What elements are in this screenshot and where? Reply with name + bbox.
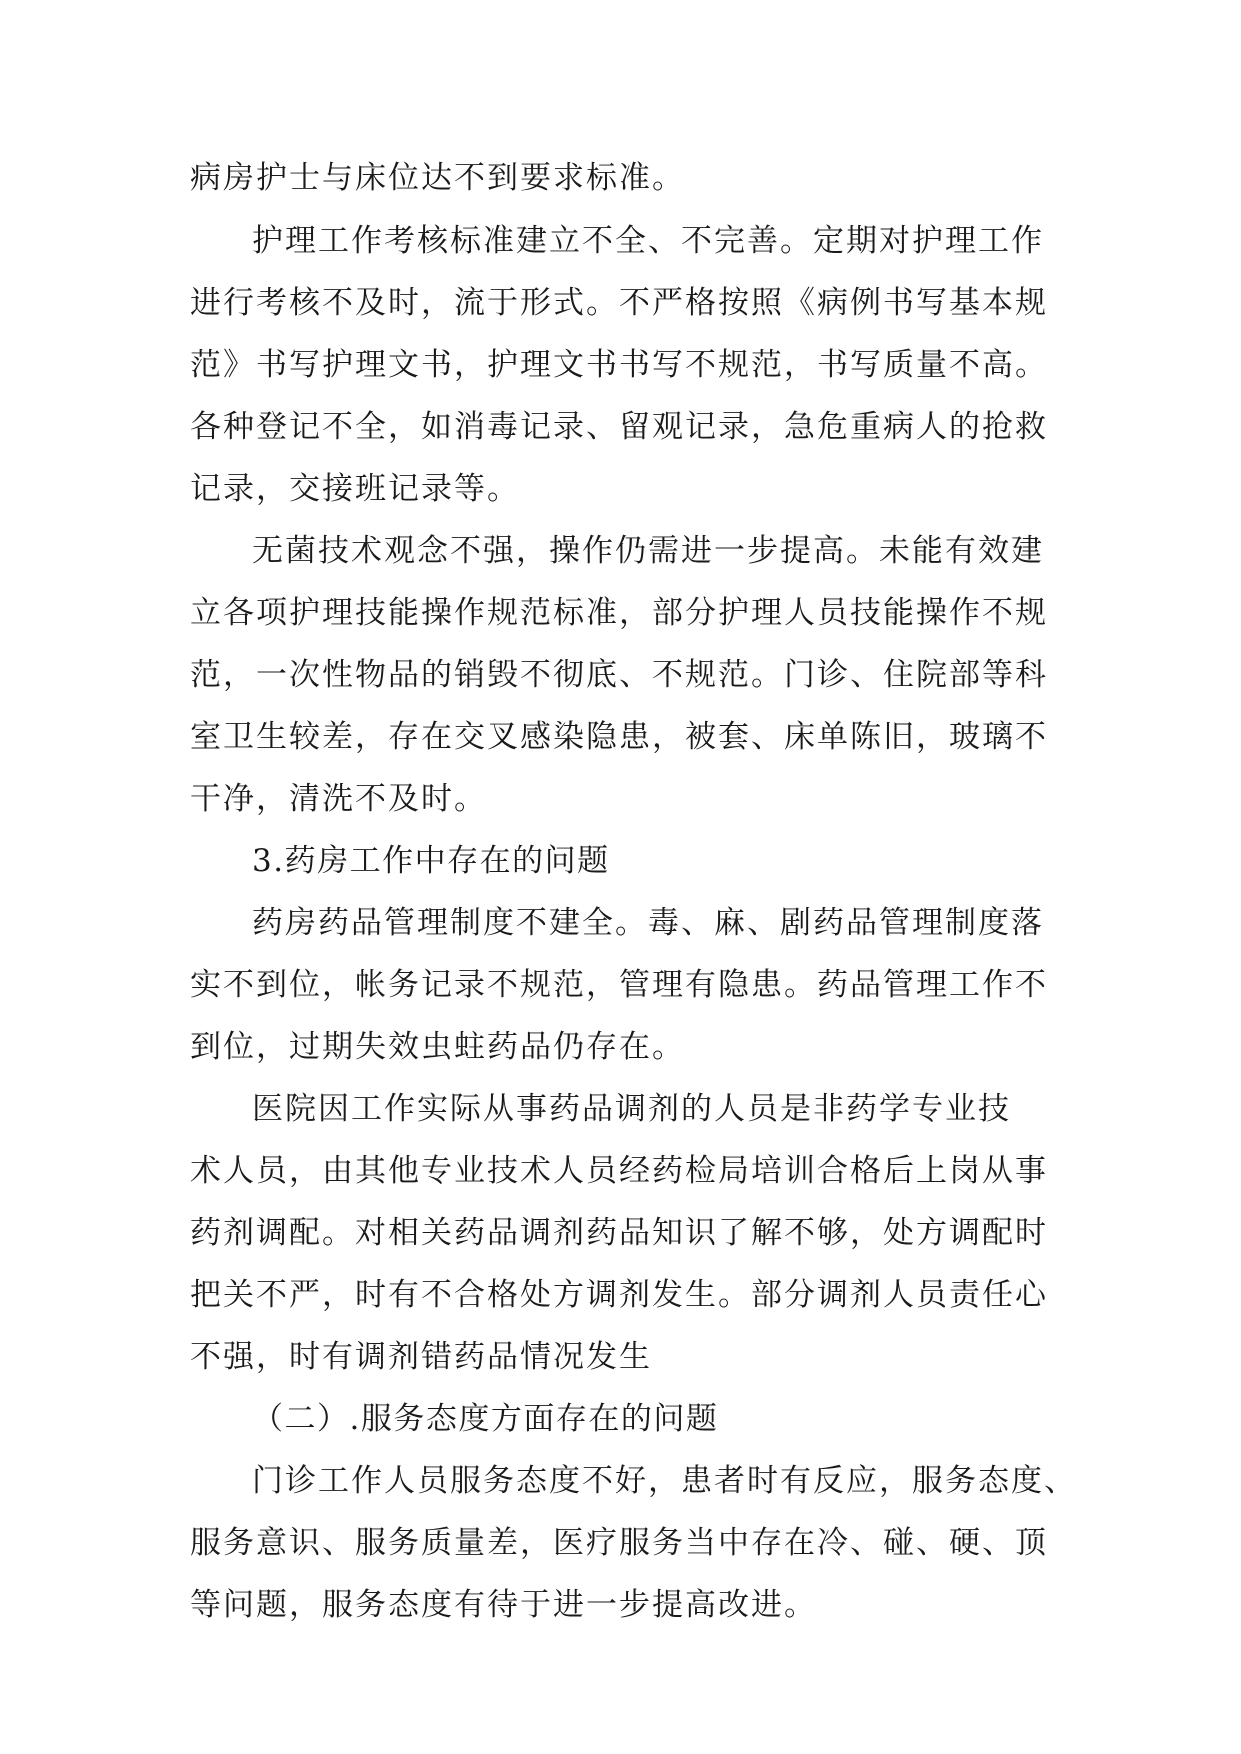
text-line: 立各项护理技能操作规范标准，部分护理人员技能操作不规 xyxy=(190,595,1048,631)
text-line: 进行考核不及时，流于形式。不严格按照《病例书写基本规 xyxy=(190,285,1048,321)
paragraph-first-line: 无菌技术观念不强，操作仍需进一步提高。未能有效建 xyxy=(252,533,1044,569)
text-line: 记录，交接班记录等。 xyxy=(190,471,520,507)
text-line: 实不到位，帐务记录不规范，管理有隐患。药品管理工作不 xyxy=(190,967,1048,1003)
text-line: 药剂调配。对相关药品调剂药品知识了解不够，处方调配时 xyxy=(190,1215,1048,1251)
paragraph-first-line: 药房药品管理制度不建全。毒、麻、剧药品管理制度落 xyxy=(252,905,1044,941)
text-line: 到位，过期失效虫蛀药品仍存在。 xyxy=(190,1029,685,1065)
text-line: 术人员，由其他专业技术人员经药检局培训合格后上岗从事 xyxy=(190,1153,1048,1189)
paragraph-first-line: 门诊工作人员服务态度不好，患者时有反应，服务态度、 xyxy=(252,1463,1077,1499)
text-line: 干净，清洗不及时。 xyxy=(190,781,487,817)
paragraph-first-line: 医院因工作实际从事药品调剂的人员是非药学专业技 xyxy=(252,1091,1011,1127)
text-line: 等问题，服务态度有待于进一步提高改进。 xyxy=(190,1587,817,1623)
text-line: 范，一次性物品的销毁不彻底、不规范。门诊、住院部等科 xyxy=(190,657,1048,693)
text-line: 不强，时有调剂错药品情况发生 xyxy=(190,1339,652,1375)
section-heading: 3.药房工作中存在的问题 xyxy=(252,843,610,879)
text-line: 各种登记不全，如消毒记录、留观记录，急危重病人的抢救 xyxy=(190,409,1048,445)
text-line: 把关不严，时有不合格处方调剂发生。部分调剂人员责任心 xyxy=(190,1277,1048,1313)
text-line: 室卫生较差，存在交叉感染隐患，被套、床单陈旧，玻璃不 xyxy=(190,719,1048,755)
paragraph-first-line: 护理工作考核标准建立不全、不完善。定期对护理工作 xyxy=(252,223,1044,259)
text-line: 范》书写护理文书，护理文书书写不规范，书写质量不高。 xyxy=(190,347,1048,383)
section-heading: （二）.服务态度方面存在的问题 xyxy=(252,1401,719,1437)
text-line: 病房护士与床位达不到要求标准。 xyxy=(190,160,685,196)
text-line: 服务意识、服务质量差，医疗服务当中存在冷、碰、硬、顶 xyxy=(190,1525,1048,1561)
